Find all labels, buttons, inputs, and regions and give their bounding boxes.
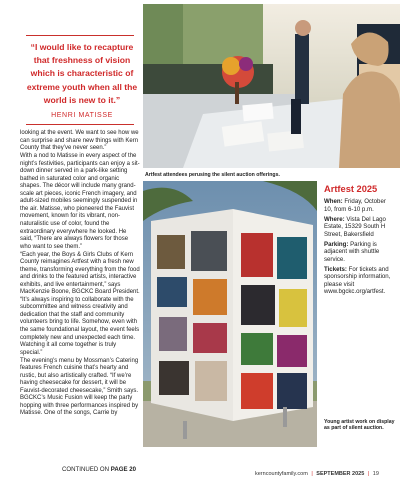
body-paragraph: “Each year, the Boys & Girls Clubs of Kern County reimagines Artfest with a fresh new theme, transforming everything from the food and drinks to the featured artists, interactive exhibits, and live entertainment,” says MacKenzie Boone, BGCKC Board President. “It’s always inspiring to collaborate with the subcommittee and witness creativity and dedication that the staff and community volunteers bring to life. Somehow, even with the same foundational layout, the event feels completely new and unexpected each time. Watching it all come together is truly special.” <box>20 251 140 356</box>
sidebar-details <box>324 198 396 298</box>
folio-page-number: 19 <box>372 471 379 477</box>
sidebar-title: Artfest 2025 <box>324 184 378 194</box>
article-body <box>20 130 140 418</box>
body-paragraph: With a nod to Matisse in every aspect of the night’s festivities, participants can enjoy a sit-down dinner served in a park-like setting bathed in saturated color and organic shapes. The décor will include many grand-scale art pieces, iconic French imagery, and adult-sized mobiles seemingly suspended in the air. Matisse, who pioneered the Fauvist movement, known for its vibrant, non-naturalistic use of color, found the extraordinary everywhere he looked. He said, “There are always flowers for those who want to see them.” <box>20 153 140 250</box>
folio-separator: | <box>311 471 313 477</box>
sidebar-tickets <box>324 266 396 296</box>
sidebar-parking-value: Parking is adjacent with shuttle service. <box>324 240 380 263</box>
continued-prefix: CONTINUED ON <box>62 466 110 473</box>
continued-line <box>62 466 136 473</box>
top-photo-silent-auction <box>143 4 400 168</box>
sidebar-tickets-value: For tickets and sponsorship information, please visit www.bgckc.org/artfest. <box>324 265 391 296</box>
sidebar-where-label: Where: <box>324 215 345 223</box>
sidebar-tickets-label: Tickets: <box>324 265 347 273</box>
sidebar-where <box>324 216 396 239</box>
sidebar-when <box>324 198 396 213</box>
page-folio <box>255 471 379 477</box>
folio-site: kerncountyfamily.com <box>255 471 308 477</box>
top-photo-illustration <box>143 4 400 168</box>
sidebar-parking-label: Parking: <box>324 240 349 248</box>
bottom-photo-caption: Young artist work on display as part of silent auction. <box>324 419 395 432</box>
pull-quote-author: HENRI MATISSE <box>51 112 113 119</box>
continued-page: PAGE 20 <box>110 466 137 473</box>
sidebar-when-value: Friday, October 10, from 6-10 p.m. <box>324 198 386 213</box>
pull-quote: “I would like to recapture that freshness of vision which is characteristic of extreme youth when all the world is new to it.” <box>26 42 138 105</box>
body-paragraph: The evening’s menu by Mossman’s Catering features French cuisine that’s hearty and rustic, but also artistically crafted. “If we’re having cheesecake for dessert, it will be Fauvist-decorated cheesecake,” Smith says. BGCKC’s Music Fusion will keep the party hopping with three performances inspired by Matisse. One of the songs, Carrie by <box>20 357 139 417</box>
pull-quote-bottom-rule <box>26 124 134 125</box>
body-paragraph: looking at the event. We want to see how we can surprise and share new things with Kern County that they’ve never seen.” <box>20 130 139 152</box>
bottom-photo-art-display <box>143 181 317 447</box>
sidebar-parking <box>324 241 396 264</box>
bottom-photo-illustration <box>143 181 317 447</box>
pull-quote-top-rule <box>26 35 134 36</box>
sidebar-when-label: When: <box>324 198 343 205</box>
top-photo-caption: Artfest attendees perusing the silent auction offerings. <box>145 172 280 178</box>
folio-month: SEPTEMBER <box>316 471 351 477</box>
folio-separator-2: | <box>367 471 370 477</box>
folio-year: 2025 <box>352 471 365 477</box>
sidebar-where-value: Vista Del Lago Estate, 15329 South H Street, Bakersfield <box>324 215 386 238</box>
